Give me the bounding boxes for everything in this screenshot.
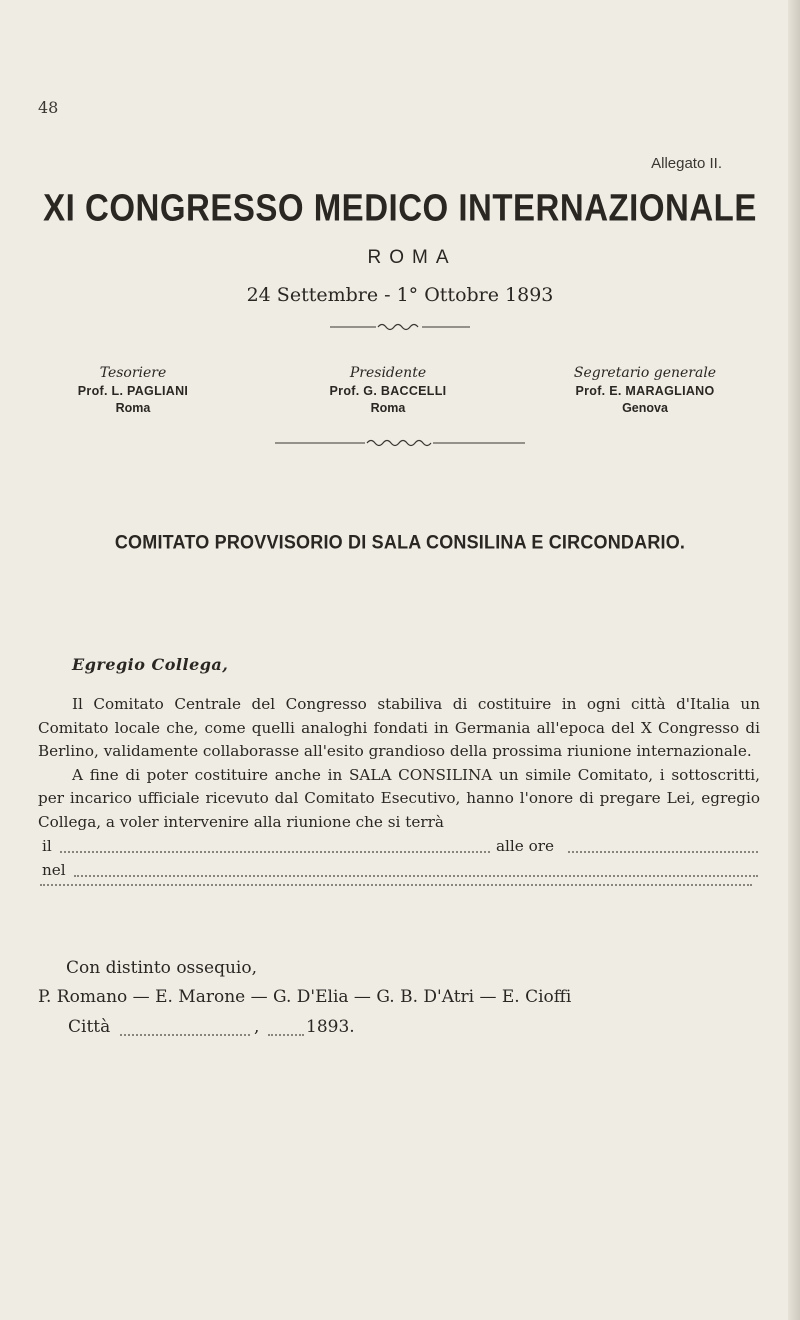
officer-segretario <box>532 365 758 417</box>
date-blank <box>60 851 490 853</box>
ornament-divider <box>0 321 800 336</box>
city-blank <box>120 1034 250 1036</box>
year-label: 1893. <box>306 1017 355 1037</box>
congress-title: XI CONGRESSO MEDICO INTERNAZIONALE <box>43 186 757 229</box>
officer-role: Segretario generale <box>573 365 717 381</box>
officer-name: Prof. E. MARAGLIANO <box>575 384 715 398</box>
officer-role: Presidente <box>349 365 427 381</box>
ornament-flourish-icon <box>275 437 525 449</box>
form-row-extra <box>40 884 752 886</box>
officer-presidente <box>286 365 490 417</box>
place-blank <box>74 875 758 877</box>
closing: Con distinto ossequio, <box>66 958 257 978</box>
ornament-flourish-icon <box>330 321 470 333</box>
officer-place: Genova <box>622 401 668 415</box>
paragraph: Il Comitato Centrale del Congresso stabiliva di costituire in ogni città d'Italia un Comitato locale che, come quelli analoghi fondati in Germania all'epoca del X Congresso di Berlino, validamente collaborasse all'esito grandioso della prossima riunione internazionale. <box>38 695 760 760</box>
time-blank <box>568 851 758 853</box>
congress-city: ROMA <box>367 247 457 268</box>
form-label-ore: alle ore <box>496 837 554 855</box>
form-row-date-time <box>38 834 760 858</box>
city-date-separator: , <box>254 1017 260 1037</box>
committee-heading: COMITATO PROVVISORIO DI SALA CONSILINA E CIRCONDARIO. <box>114 531 686 553</box>
signatories: P. Romano — E. Marone — G. D'Elia — G. B. D'Atri — E. Cioffi <box>38 987 572 1007</box>
annex-label: Allegato II. <box>651 155 722 172</box>
officer-place: Roma <box>115 401 151 415</box>
form-label-il: il <box>42 837 52 855</box>
officer-name: Prof. L. PAGLIANI <box>77 384 189 398</box>
officer-tesoriere <box>38 365 228 417</box>
form-row-place <box>38 858 760 882</box>
page-number: 48 <box>38 98 59 117</box>
day-blank <box>268 1034 304 1036</box>
officer-name: Prof. G. BACCELLI <box>329 384 447 398</box>
city-label: Città <box>68 1017 111 1037</box>
city-date-line <box>68 1015 468 1041</box>
congress-dates: 24 Settembre - 1° Ottobre 1893 <box>246 284 554 306</box>
ornament-divider <box>0 437 800 452</box>
form-label-nel: nel <box>42 861 66 879</box>
officer-place: Roma <box>370 401 406 415</box>
salutation: Egregio Collega, <box>72 655 229 674</box>
officer-role: Tesoriere <box>99 365 167 381</box>
paragraph: A fine di poter costituire anche in SALA CONSILINA un simile Comitato, i sottoscritti, per incarico ufficiale ricevuto dal Comitato Esecutivo, hanno l'onore di pregare Lei, egregio Collega, a voler intervenire alla riunione che si terrà <box>38 765 760 831</box>
letter-body <box>38 693 760 834</box>
